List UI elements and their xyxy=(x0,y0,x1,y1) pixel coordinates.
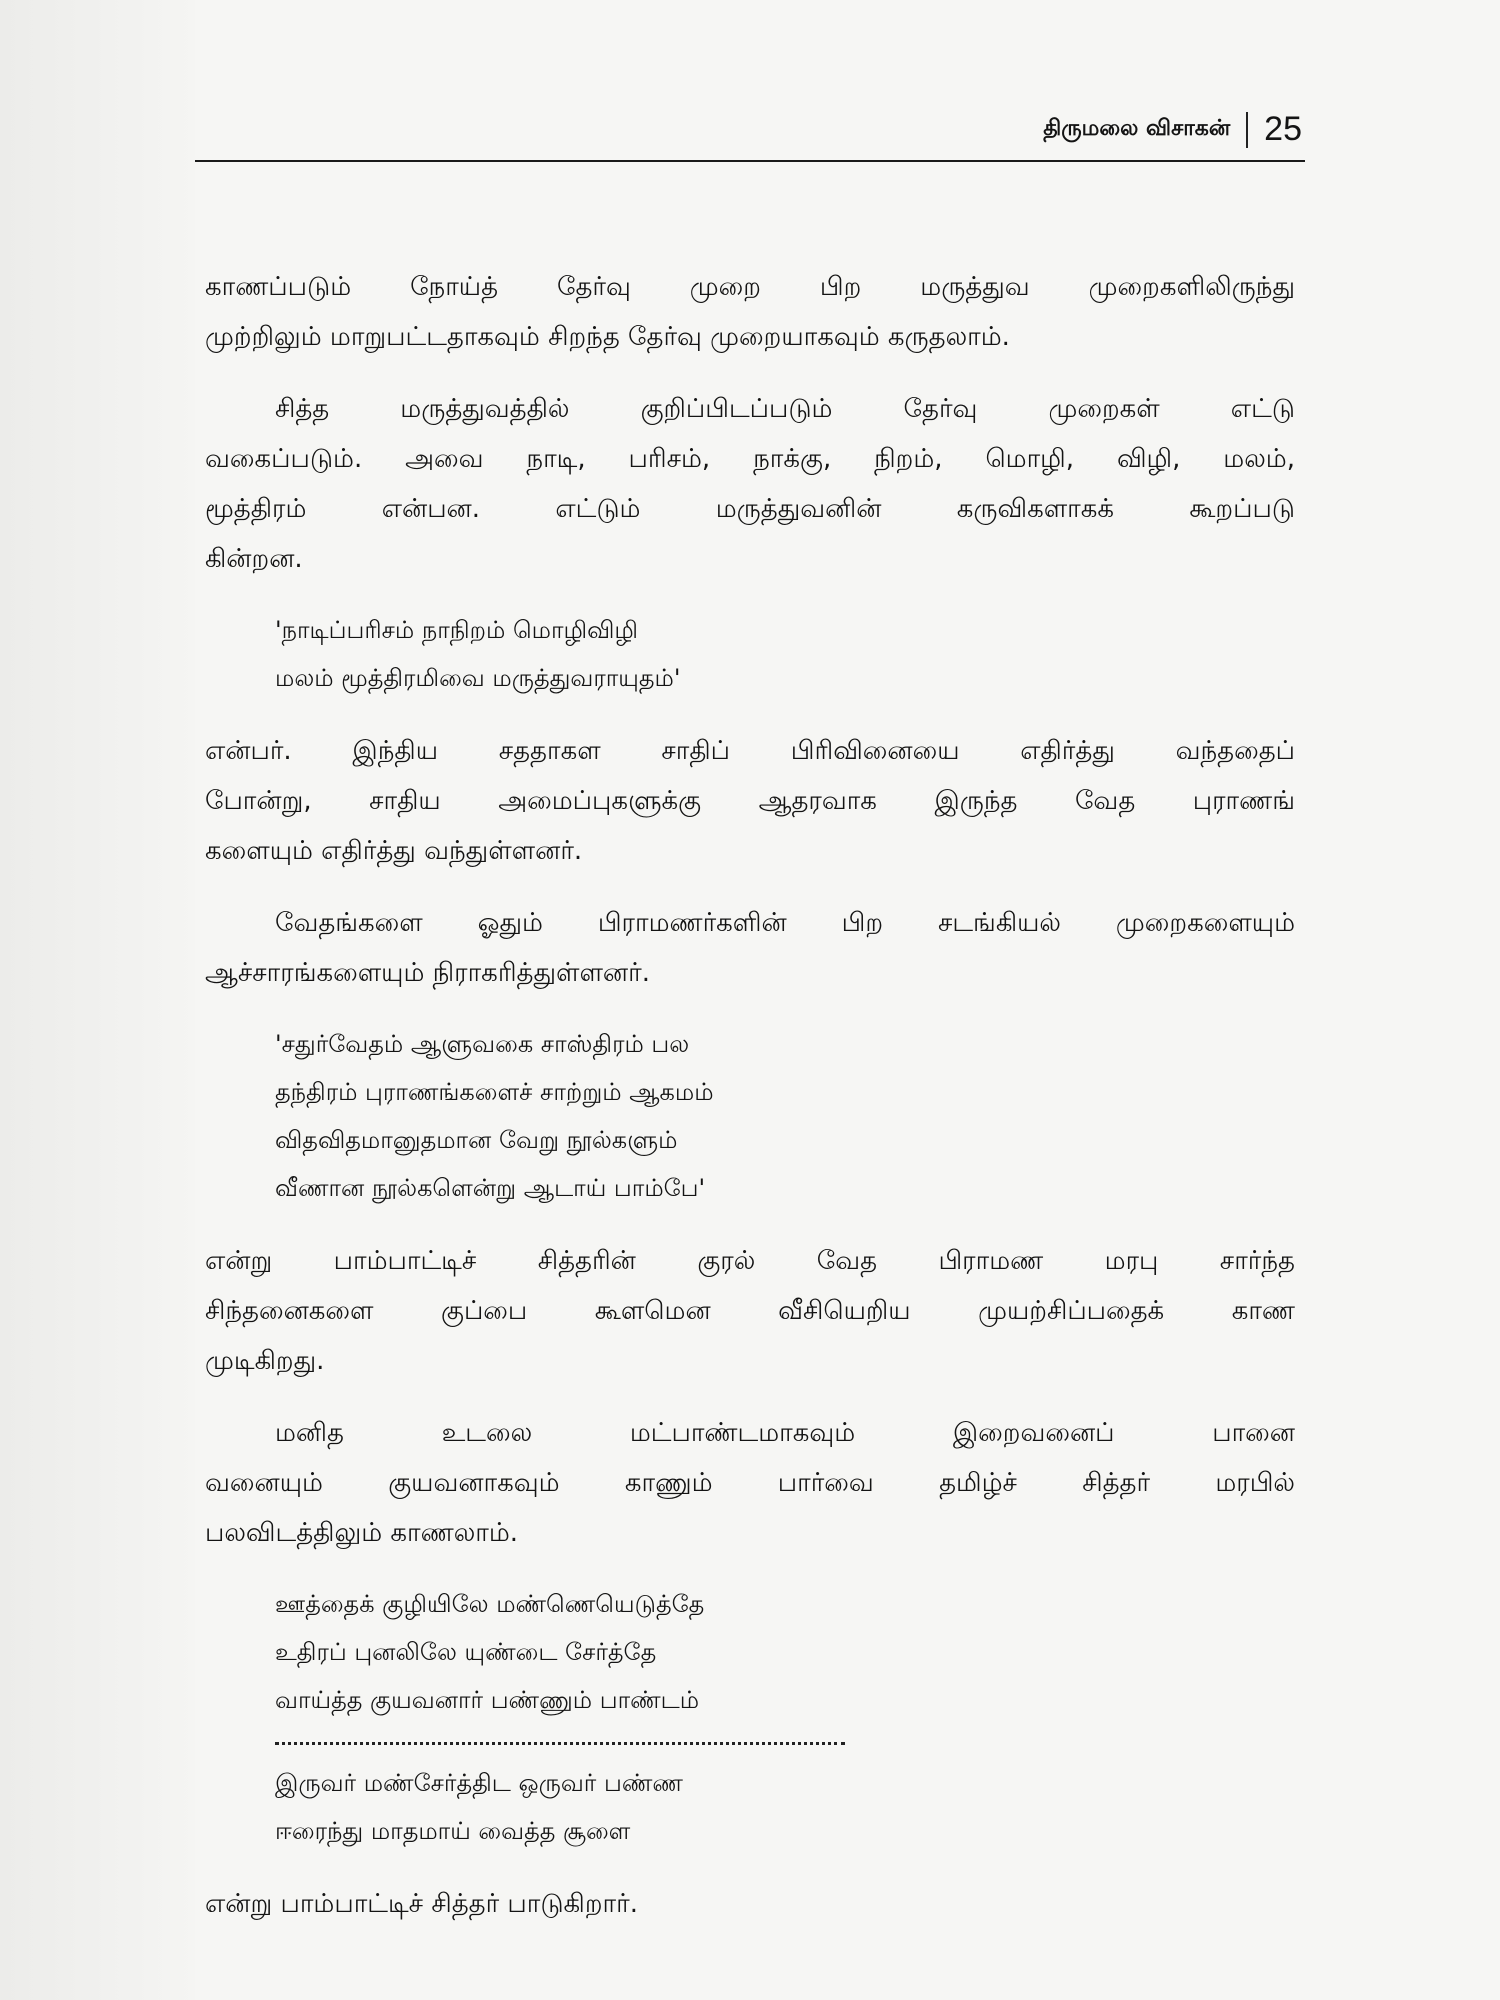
text-line: முடிகிறது. xyxy=(205,1346,325,1376)
text-line: வேதங்களை ஓதும் பிராமணர்களின் பிற சடங்கியல் முறைகளையும் xyxy=(275,908,1295,938)
text-line: வகைப்படும். அவை நாடி, பரிசம், நாக்கு, நிறம், மொழி, விழி, மலம், xyxy=(205,444,1295,474)
header-rule xyxy=(195,160,1305,162)
text-line: என்று பாம்பாட்டிச் சித்தரின் குரல் வேத பிராமண மரபு சார்ந்த xyxy=(205,1246,1295,1276)
paragraph-2 xyxy=(205,384,1295,584)
verse-line: ஊத்தைக் குழியிலே மண்ணெயெடுத்தே xyxy=(275,1590,705,1618)
verse-line: 'நாடிப்பரிசம் நாநிறம் மொழிவிழி xyxy=(275,616,639,644)
body-text xyxy=(205,262,1295,1951)
paragraph-4 xyxy=(205,898,1295,998)
verse-quote-1 xyxy=(275,606,1295,702)
text-line: ஆச்சாரங்களையும் நிராகரித்துள்ளனர். xyxy=(205,958,650,988)
text-line: காணப்படும் நோய்த் தேர்வு முறை பிற மருத்துவ முறைகளிலிருந்து xyxy=(205,272,1295,302)
page-number: 25 xyxy=(1264,110,1302,148)
text-line: வனையும் குயவனாகவும் காணும் பார்வை தமிழ்ச் சித்தர் மரபில் xyxy=(205,1468,1295,1498)
verse-line: வாய்த்த குயவனார் பண்ணும் பாண்டம் xyxy=(275,1686,700,1714)
paragraph-7 xyxy=(205,1879,1295,1929)
text-line: சித்த மருத்துவத்தில் குறிப்பிடப்படும் தேர்வு முறைகள் எட்டு xyxy=(275,394,1295,424)
text-line: மனித உடலை மட்பாண்டமாகவும் இறைவனைப் பானை xyxy=(275,1418,1295,1448)
verse-quote-2 xyxy=(275,1020,1295,1212)
verse-line: உதிரப் புனலிலே யுண்டை சேர்த்தே xyxy=(275,1638,657,1666)
text-line: கின்றன. xyxy=(205,544,303,574)
running-header xyxy=(1043,110,1302,149)
verse-line: 'சதுர்வேதம் ஆளுவகை சாஸ்திரம் பல xyxy=(275,1030,690,1058)
paragraph-5 xyxy=(205,1236,1295,1386)
verse-quote-3 xyxy=(275,1580,1295,1855)
verse-line: வீணான நூல்களென்று ஆடாய் பாம்பே' xyxy=(275,1174,706,1202)
text-line: சிந்தனைகளை குப்பை கூளமென வீசியெறிய முயற்சிப்பதைக் காண xyxy=(205,1296,1295,1326)
text-line: பலவிடத்திலும் காணலாம். xyxy=(205,1518,519,1548)
verse-line: இருவர் மண்சேர்த்திட ஒருவர் பண்ண xyxy=(275,1769,683,1797)
text-line: முற்றிலும் மாறுபட்டதாகவும் சிறந்த தேர்வு முறையாகவும் கருதலாம். xyxy=(205,322,1010,352)
paragraph-1 xyxy=(205,262,1295,362)
text-line: மூத்திரம் என்பன. எட்டும் மருத்துவனின் கருவிகளாகக் கூறப்படு xyxy=(205,494,1295,524)
running-title: திருமலை விசாகன் xyxy=(1043,115,1231,141)
paragraph-6 xyxy=(205,1408,1295,1558)
text-line: களையும் எதிர்த்து வந்துள்ளனர். xyxy=(205,836,583,866)
verse-line: மலம் மூத்திரமிவை மருத்துவராயுதம்' xyxy=(275,664,681,692)
text-line: என்று பாம்பாட்டிச் சித்தர் பாடுகிறார். xyxy=(205,1889,638,1919)
text-line: போன்று, சாதிய அமைப்புகளுக்கு ஆதரவாக இருந்த வேத புராணங் xyxy=(205,786,1295,816)
paragraph-3 xyxy=(205,726,1295,876)
ellipsis-dotted-line xyxy=(275,1728,845,1745)
verse-line: விதவிதமானுதமான வேறு நூல்களும் xyxy=(275,1126,678,1154)
header-divider xyxy=(1246,112,1248,148)
page-gutter-shadow xyxy=(0,0,195,2000)
verse-line: ஈரைந்து மாதமாய் வைத்த சூளை xyxy=(275,1817,631,1845)
verse-line: தந்திரம் புராணங்களைச் சாற்றும் ஆகமம் xyxy=(275,1078,714,1106)
text-line: என்பர். இந்திய சததாகள சாதிப் பிரிவினையை எதிர்த்து வந்ததைப் xyxy=(205,736,1295,766)
